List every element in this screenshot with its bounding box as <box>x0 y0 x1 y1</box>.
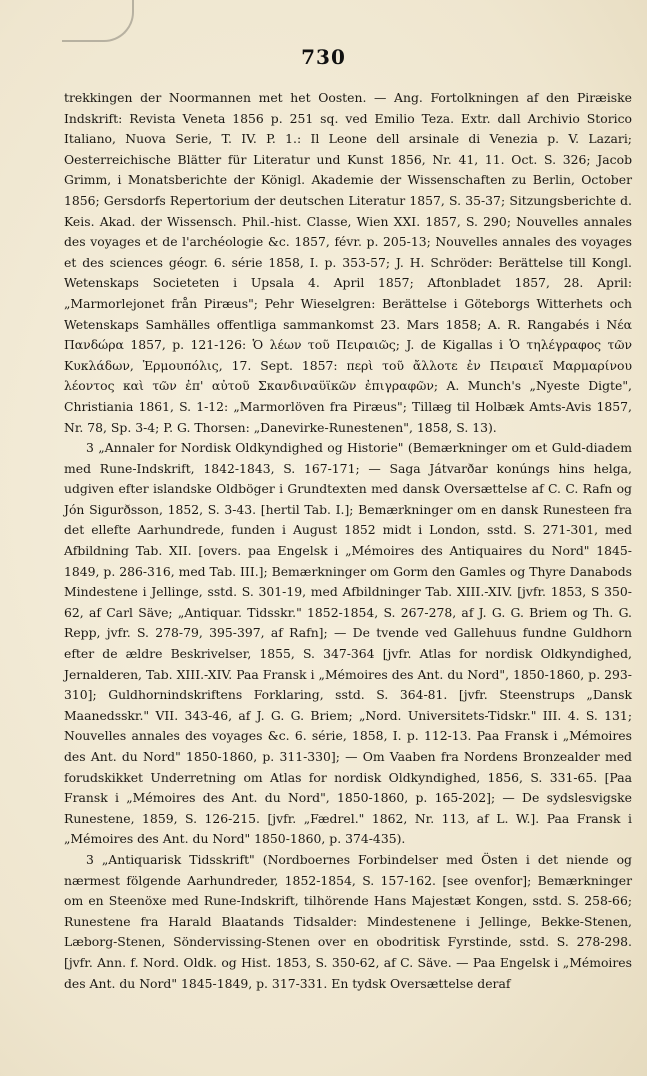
page-number: 730 <box>301 45 346 69</box>
body-text <box>64 88 632 994</box>
paragraph-annaler: 3 „Annaler for Nordisk Oldkyndighed og Historie" (Bemærkninger om et Guld-diadem med Rune-Indskrift, 1842-1843, S. 167-171; — Saga Játvarðar konúngs hins helga, udgiven efter islandske Oldböger i Grundtexten med dansk Oversættelse af C. C. Rafn og Jón Sigurðsson, 1852, S. 3-43. [hertil Tab. I.]; Bemærkninger om en dansk Runesteen fra det ellefte Aarhundrede, funden i August 1852 midt i London, sstd. S. 271-301, med Afbildning Tab. XII. [overs. paa Engelsk i „Mémoires des Antiquaires du Nord" 1845-1849, p. 286-316, med Tab. III.]; Bemærkninger om Gorm den Gamles og Thyre Danabods Mindestene i Jellinge, sstd. S. 301-19, med Afbildninger Tab. XIII.-XIV. [jvfr. 1853, S 350-62, af Carl Säve; „Antiquar. Tidsskr." 1852-1854, S. 267-278, af J. G. G. Briem og Th. G. Repp, jvfr. S. 278-79, 395-397, af Rafn]; — De tvende ved Gallehuus fundne Guldhorn efter de ældre Beskrivelser, 1855, S. 347-364 [jvfr. Atlas for nordisk Oldkyndighed, Jernalderen, Tab. XIII.-XIV. Paa Fransk i „Mémoires des Ant. du Nord", 1850-1860, p. 293-310]; Guldhornindskriftens Forklaring, sstd. S. 364-81. [jvfr. Steenstrups „Dansk Maanedsskr." VII. 343-46, af J. G. G. Briem; „Nord. Universitets-Tidskr." III. 4. S. 131; Nouvelles annales des voyages &c. 6. série, 1858, I. p. 112-13. Paa Fransk i „Mémoires des Ant. du Nord" 1850-1860, p. 311-330]; — Om Vaaben fra Nordens Bronzealder med forudskikket Underretning om Atlas for nordisk Oldkyndighed, 1856, S. 331-65. [Paa Fransk i „Mémoires des Ant. du Nord", 1850-1860, p. 165-202]; — De sydslesvigske Runestene, 1859, S. 126-215. [jvfr. „Fædrel." 1862, Nr. 113, af L. W.]. Paa Fransk i „Mémoires des Ant. du Nord" 1850-1860, p. 374-435). <box>64 440 632 847</box>
page-fold-shadow <box>62 0 134 42</box>
paragraph-references-continued: trekkingen der Noormannen met het Oosten. — Ang. Fortolkningen af den Piræiske Indskrift: Revista Veneta 1856 p. 251 sq. ved Emilio Teza. Extr. dall Archivio Storico Italiano, Nuova Serie, T. IV. P. 1.: Il Leone dell arsinale di Venezia p. V. Lazari; Oesterreichische Blätter für Literatur und Kunst 1856, Nr. 41, 11. Oct. S. 326; Jacob Grimm, i Monatsberichte der Königl. Akademie der Wissenschaften zu Berlin, October 1856; Gersdorfs Repertorium der deutschen Literatur 1857, S. 35-37; Sitzungsberichte d. Keis. Akad. der Wissensch. Phil.-hist. Classe, Wien XXI. 1857, S. 290; Nouvelles annales des voyages et de l'archéologie &c. 1857, févr. p. 205-13; Nouvelles annales des voyages et des sciences géogr. 6. série 1858, I. p. 353-57; J. H. Schröder: Berättelse till Kongl. Wetenskaps Societeten i Upsala 4. April 1857; Aftonbladet 1857, 28. April: „Marmorlejonet från Piræus"; Pehr Wieselgren: Berättelse i Göteborgs Witterhets och Wetenskaps Samhälles offentliga sammankomst 23. Mars 1858; A. R. Rangabés i Νέα Πανδώρα 1857, p. 121-126: Ὁ λέων τοῦ Πειραιῶς; J. de Kigallas i Ὁ τηλέγραφος τῶν Κυκλάδων, Ἑρμουπόλις, 17. Sept. 1857: περὶ τοῦ ἄλλοτε ἐν Πειραιεῖ Μαρμαρίνου λέοντος καὶ τῶν ἐπ' αὐτοῦ Σκανδιναϋϊκῶν ἐπιγραφῶν; A. Munch's „Nyeste Digte", Christiania 1861, S. 1-12: „Marmorlöven fra Piræus"; Tillæg til Holbæk Amts-Avis 1857, Nr. 78, Sp. 3-4; P. G. Thorsen: „Danevirke-Runestenen", 1858, S. 13). <box>64 90 632 435</box>
paragraph-antiquarisk-tidsskrift: 3 „Antiquarisk Tidsskrift" (Nordboernes Forbindelser med Östen i det niende og nærmest fölgende Aarhundreder, 1852-1854, S. 157-162. [see ovenfor]; Bemærkninger om en Steenöxe med Rune-Indskrift, tilhörende Hans Majestæt Kongen, sstd. S. 258-66; Runestene fra Harald Blaatands Tidsalder: Mindestenene i Jellinge, Bekke-Stenen, Læborg-Stenen, Söndervissing-Stenen over en obodritisk Fyrstinde, sstd. S. 278-298. [jvfr. Ann. f. Nord. Oldk. og Hist. 1853, S. 350-62, af C. Säve. — Paa Engelsk i „Mémoires des Ant. du Nord" 1845-1849, p. 317-331. En tydsk Oversættelse deraf <box>64 851 632 991</box>
